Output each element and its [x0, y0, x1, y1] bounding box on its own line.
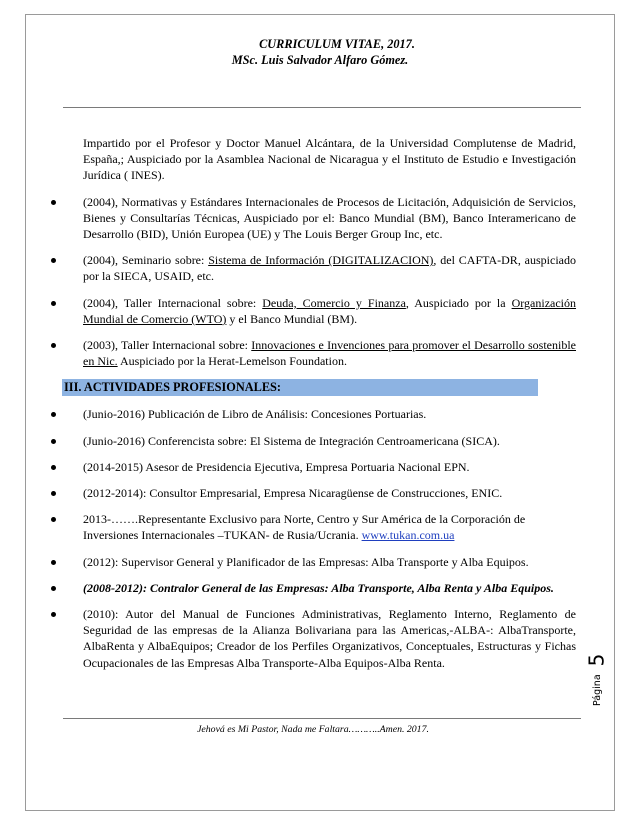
intro-paragraph: Impartido por el Profesor y Doctor Manuel Alcántara, de la Universidad Complutense de Madrid, España,; Auspiciado por la Asamblea Nacional de Nicaragua y el Instituto de Estudio e Investigación Jurídica ( INES).: [83, 136, 576, 183]
underlined-text: Sistema de Información (DIGITALIZACION): [208, 253, 434, 268]
item-text: Auspiciado por la Herat-Lemelson Foundation.: [117, 354, 347, 369]
section-heading: III. ACTIVIDADES PROFESIONALES:: [62, 379, 538, 396]
list-item: [64, 337, 576, 369]
item-text: y el Banco Mundial (BM).: [226, 311, 358, 326]
emphasized-text: (2008-2012): Contralor General de las Empresas: Alba Transporte, Alba Renta y Alba Equipos.: [83, 580, 554, 595]
list-item: [64, 194, 576, 243]
bullet-icon: [51, 560, 56, 565]
bullet-icon: [51, 343, 56, 348]
item-text: (2012): Supervisor General y Planificador de las Empresas: Alba Transporte y Alba Equipos.: [83, 554, 529, 569]
item-text: (2004), Seminario sobre:: [83, 253, 209, 268]
item-text: , del CAFTA-DR, auspiciado por la SIECA, USAID, etc.: [83, 253, 576, 284]
bullet-icon: [51, 439, 56, 444]
bullet-icon: [51, 586, 56, 591]
underlined-text: Innovaciones e Invenciones para promover el Desarrollo sostenible: [251, 338, 576, 353]
bullet-icon: [51, 465, 56, 470]
item-text: (2004), Normativas y Estándares Internacionales de Procesos de Licitación, Adquisición de Servicios, Bienes y Consultarías Técnicas, Auspiciado por el: Banco Mundial (BM), Banco Interamericano de Desarrollo (BID), Unión Europea (UE) y The Louis Berger Group Inc, etc.: [83, 194, 576, 242]
page-number: [584, 648, 609, 708]
document-title: CURRICULUM VITAE, 2017.: [259, 37, 415, 51]
item-text: (2012-2014): Consultor Empresarial, Empresa Nicaragüense de Construcciones, ENIC.: [83, 486, 503, 501]
list-item: [64, 485, 576, 501]
item-text: (2003), Taller Internacional sobre:: [83, 338, 252, 353]
item-text: 2013-…….Representante Exclusivo para Norte, Centro y Sur América de la Corporación de Inversiones Internacionales –TUKAN- de Rusia/Ucrania.: [83, 512, 526, 543]
page-number-value: 5: [584, 653, 609, 667]
underlined-text: Organización Mundial de Comercio (WTO): [83, 295, 577, 326]
bullet-icon: [51, 301, 56, 306]
item-text: , Auspiciado por la: [405, 295, 512, 310]
document-footer: Jehová es Mi Pastor, Nada me Faltara………..Amen. 2017.: [197, 724, 429, 735]
underlined-text: en Nic.: [83, 354, 118, 369]
list-item: [64, 554, 576, 570]
item-text: (2004), Taller Internacional sobre:: [83, 295, 263, 310]
list-item: [64, 606, 576, 671]
footer-divider: [63, 718, 581, 719]
document-header: [0, 37, 638, 69]
document-body: [64, 135, 576, 671]
page-label: Página: [592, 674, 603, 706]
header-divider: [63, 107, 581, 108]
list-item: [64, 252, 576, 284]
list-item: [64, 295, 576, 327]
author-name: MSc. Luis Salvador Alfaro Gómez.: [231, 53, 409, 67]
list-item: [64, 459, 576, 475]
item-text: (Junio-2016) Publicación de Libro de Análisis: Concesiones Portuarias.: [83, 407, 427, 422]
list-item: [64, 433, 576, 449]
list-item: [64, 406, 576, 422]
item-text: (2014-2015) Asesor de Presidencia Ejecutiva, Empresa Portuaria Nacional EPN.: [83, 459, 470, 474]
list-item: [64, 580, 576, 596]
item-text: (2010): Autor del Manual de Funciones Administrativas, Reglamento Interno, Reglamento de Seguridad de las empresas de la Alianza Bolivariana para las Americas,-ALBA-: AlbaTransporte, AlbaRenta y AlbaEquipos; Creador de los Perfiles Organizativos, Conceptuales, Estructuras y Fichas Ocupacionales de las Empresas Alba Transporte-Alba Equipos-Alba Renta.: [83, 607, 576, 670]
tukan-website-link[interactable]: www.tukan.com.ua: [361, 528, 455, 543]
underlined-text: Deuda, Comercio y Finanza: [262, 295, 406, 310]
item-text: (Junio-2016) Conferencista sobre: El Sistema de Integración Centroamericana (SICA).: [83, 433, 500, 448]
bullet-icon: [51, 200, 56, 205]
list-item: [64, 511, 576, 543]
